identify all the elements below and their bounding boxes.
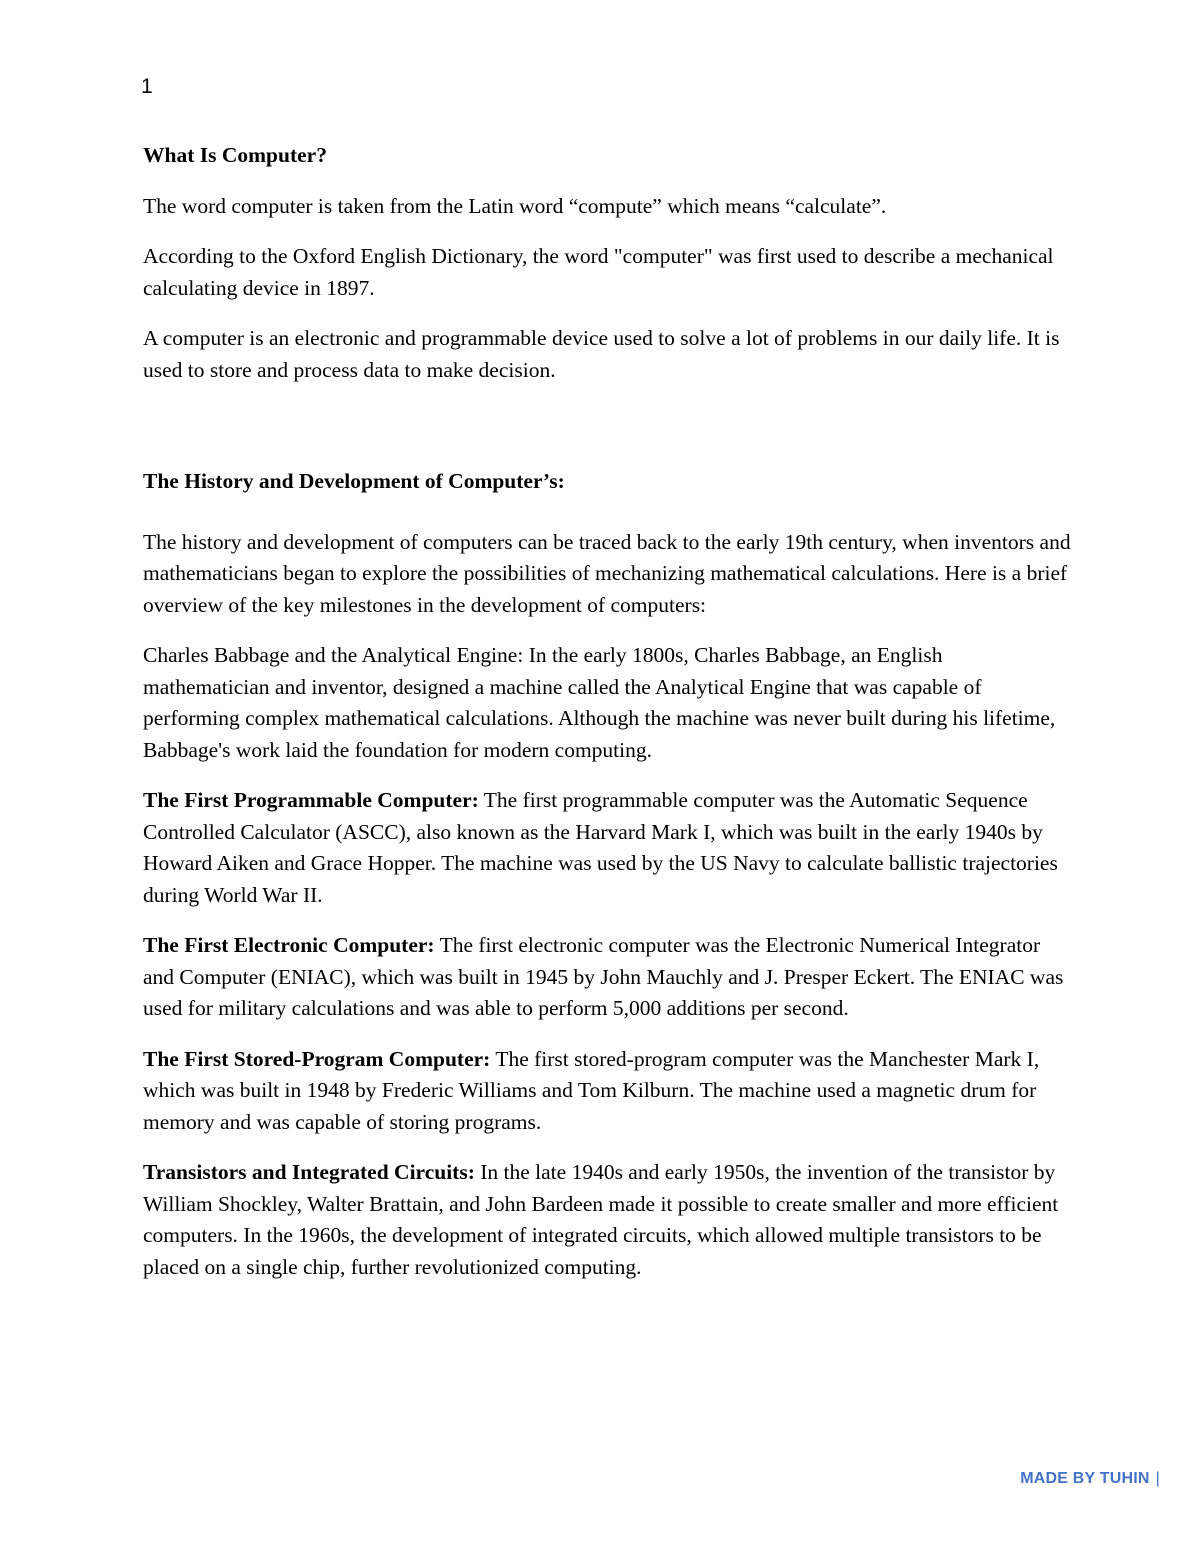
document-body	[143, 140, 1073, 1283]
milestone-paragraph	[143, 1044, 1073, 1139]
paragraph-etymology: The word computer is taken from the Latin word “compute” which means “calculate”.	[143, 193, 887, 218]
page-number: 1	[141, 75, 153, 98]
footer-credit-text: MADE BY TUHIN	[1020, 1470, 1150, 1487]
paragraph-history-intro: The history and development of computers can be traced back to the early 19th century, when inventors and mathematicians began to explore the possibilities of mechanizing mathematical calculations. Here is a brief overview of the key milestones in the development of computers:	[143, 529, 1071, 617]
milestone-text: The first programmable computer was the Automatic Sequence Controlled Calculator (ASCC), also known as the Harvard Mark I, which was built in the early 1940s by Howard Aiken and Grace Hopper. The machine was used by the US Navy to calculate ballistic trajectories during World War II.	[143, 788, 1058, 907]
footer-separator: |	[1155, 1470, 1160, 1487]
milestone-title: The First Electronic Computer:	[143, 933, 435, 957]
milestone-text: In the late 1940s and early 1950s, the invention of the transistor by William Shockley, Walter Brattain, and John Bardeen made it possible to create smaller and more efficient computers. In the 1960s, the development of integrated circuits, which allowed multiple transistors to be placed on a single chip, further revolutionized computing.	[143, 1160, 1059, 1279]
milestone-text: The first stored-program computer was the Manchester Mark I, which was built in 1948 by Frederic Williams and Tom Kilburn. The machine used a magnetic drum for memory and was capable of storing programs.	[143, 1046, 1040, 1134]
milestone-title: The First Programmable Computer:	[143, 788, 479, 812]
section-heading-what-is-computer: What Is Computer?	[143, 143, 327, 167]
section-heading-history: The History and Development of Computer’s:	[143, 469, 565, 493]
paragraph-computer-definition: A computer is an electronic and programmable device used to solve a lot of problems in our daily life. It is used to store and process data to make decision.	[143, 326, 1060, 382]
paragraph-babbage: Charles Babbage and the Analytical Engine: In the early 1800s, Charles Babbage, an English mathematician and inventor, designed a machine called the Analytical Engine that was capable of performing complex mathematical calculations. Although the machine was never built during his lifetime, Babbage's work laid the foundation for modern computing.	[143, 643, 1056, 762]
milestone-paragraph	[143, 1157, 1073, 1283]
milestone-title: Transistors and Integrated Circuits:	[143, 1160, 475, 1184]
milestone-text: The first electronic computer was the Electronic Numerical Integrator and Computer (ENIAC), which was built in 1945 by John Mauchly and J. Presper Eckert. The ENIAC was used for military calculations and was able to perform 5,000 additions per second.	[143, 933, 1064, 1020]
footer-credit	[1020, 1470, 1160, 1488]
milestone-paragraph	[143, 785, 1073, 911]
paragraph-oxford-definition: According to the Oxford English Dictionary, the word "computer" was first used to describe a mechanical calculating device in 1897.	[143, 244, 1054, 300]
milestone-title: The First Stored-Program Computer:	[143, 1046, 491, 1071]
milestone-paragraph	[143, 930, 1073, 1025]
